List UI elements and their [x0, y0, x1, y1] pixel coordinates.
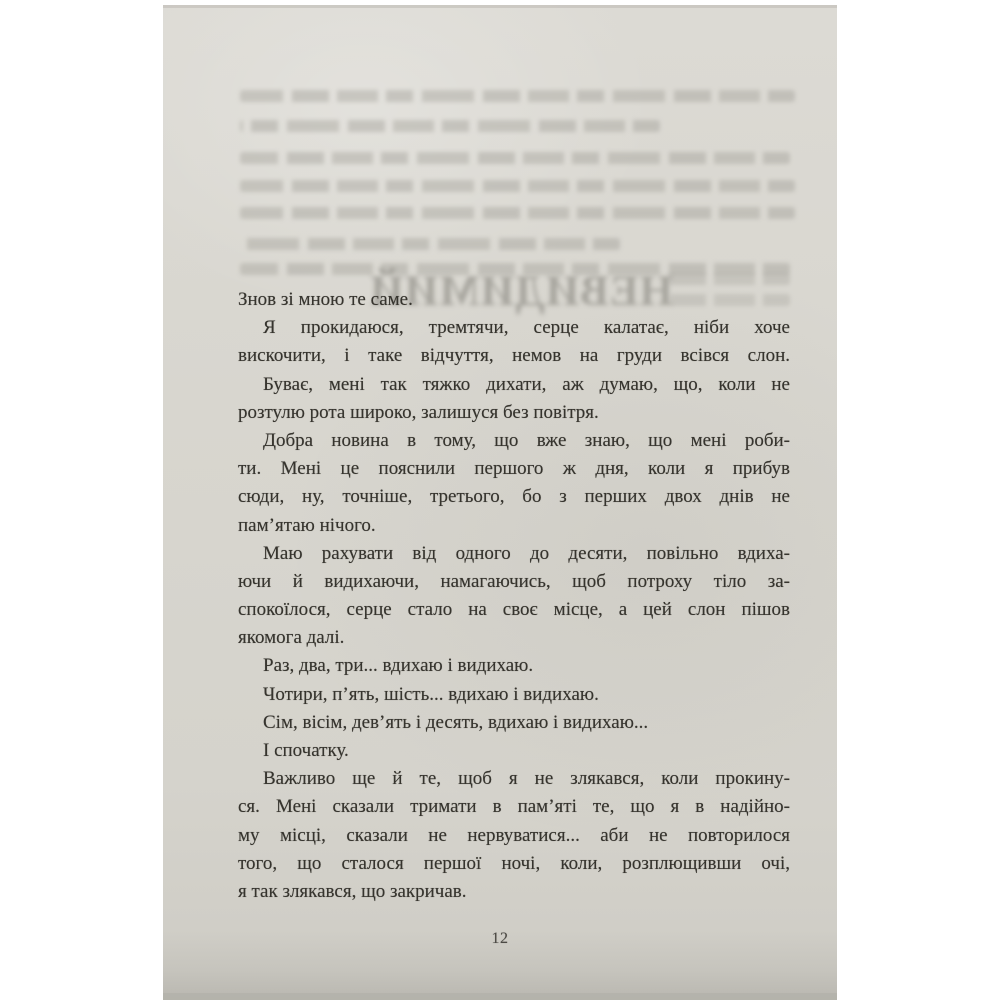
text-line: Маю рахувати від одного до десяти, повільно вдиха- [263, 542, 790, 564]
text-line: ючи й видихаючи, намагаючись, щоб потроху тіло за- [238, 570, 790, 592]
text-line: Знов зі мною те саме. [238, 289, 413, 310]
bleedthrough-line [240, 207, 795, 219]
bleedthrough-line [240, 180, 795, 192]
text-line: ти. Мені це пояснили першого ж дня, коли я прибув [238, 458, 790, 480]
book-page [163, 5, 837, 1000]
text-line: ся. Мені сказали тримати в пам’яті те, що я в надійно- [238, 796, 790, 818]
text-line: якомога далі. [238, 627, 345, 649]
text-line: Сім, вісім, дев’ять і десять, вдихаю і видихаю... [263, 711, 649, 733]
bleedthrough-line [240, 90, 795, 102]
text-line: вискочити, і таке відчуття, немов на груди всівся слон. [238, 345, 790, 367]
page-bottom-edge [163, 993, 837, 1000]
text-line: розтулю рота широко, залишуся без повітря. [238, 401, 599, 423]
bleedthrough-line [665, 273, 790, 285]
bleedthrough-line [240, 238, 620, 250]
text-line: спокоїлося, серце стало на своє місце, а цей слон пішов [238, 599, 790, 621]
bleedthrough-mirrored-heading: НЕВИДИМИЙ [369, 268, 673, 315]
text-line: му місці, сказали не нервуватися... аби не повторилося [238, 824, 790, 846]
text-line: Буває, мені так тяжко дихати, аж думаю, що, коли не [263, 373, 790, 395]
text-line: Чотири, п’ять, шість... вдихаю і видихаю. [263, 683, 599, 705]
text-line: І спочатку. [263, 740, 349, 761]
text-line: Раз, два, три... вдихаю і видихаю. [263, 655, 534, 677]
bleedthrough-line [240, 152, 790, 164]
text-line: сюди, ну, точніше, третього, бо з перших двох днів не [238, 486, 790, 508]
body-text [238, 286, 790, 906]
text-line: Добра новина в тому, що вже знаю, що мені роби- [263, 429, 790, 451]
text-line: я так злякався, що закричав. [238, 880, 467, 902]
text-line: Я прокидаюся, тремтячи, серце калатає, ніби хоче [263, 317, 790, 339]
bleedthrough-line [240, 120, 660, 132]
text-line: того, що сталося першої ночі, коли, розплющивши очі, [238, 852, 790, 874]
page-number: 12 [491, 930, 509, 947]
text-line: пам’ятаю нічого. [238, 514, 376, 536]
text-line: Важливо ще й те, щоб я не злякався, коли прокину- [263, 768, 790, 790]
